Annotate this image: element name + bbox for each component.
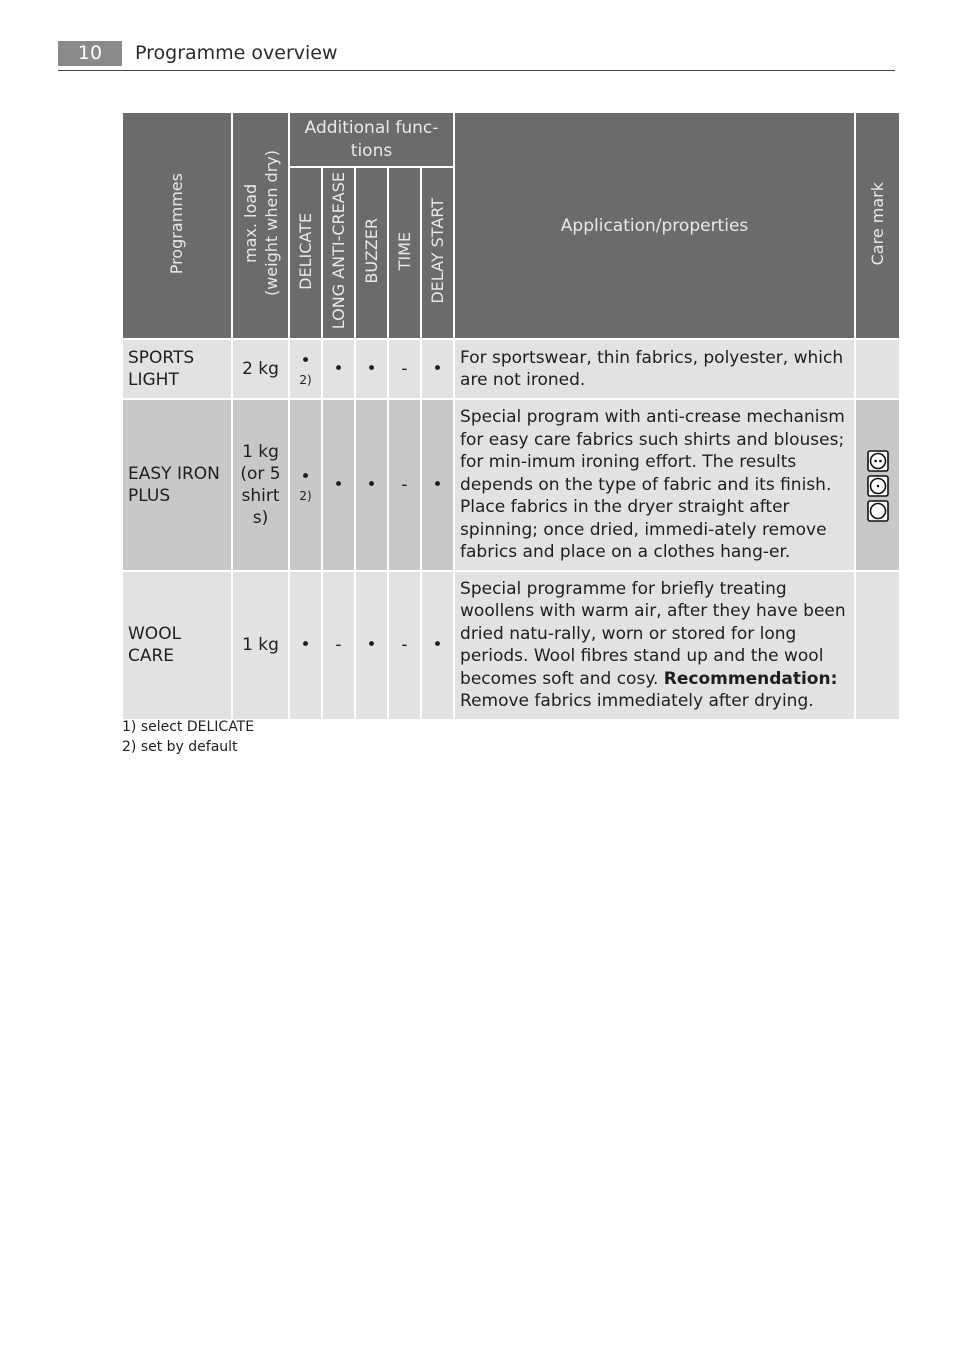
table-row-easy-iron-plus	[123, 400, 899, 570]
recommendation-text: Remove fabrics immediately after drying.	[460, 691, 814, 711]
col-header-buzzer	[356, 168, 387, 338]
tumble-dry-low-icon	[867, 475, 889, 497]
mark-delicate: •	[290, 572, 321, 719]
programme-name-line: LIGHT	[128, 370, 179, 390]
header-rule	[58, 70, 895, 71]
mark-long-anti-crease: •	[323, 340, 354, 398]
function-label-buzzer: BUZZER	[361, 218, 381, 284]
mark-symbol: •	[300, 466, 311, 487]
programme-name-line: EASY IRON	[128, 463, 220, 484]
page-number: 10	[58, 41, 122, 66]
mark-long-anti-crease: -	[323, 572, 354, 719]
programme-table	[121, 111, 901, 721]
function-label-delicate: DELICATE	[295, 212, 315, 290]
programme-name	[123, 400, 231, 570]
load-line: s)	[252, 507, 269, 528]
col-header-application	[455, 113, 854, 338]
mark-delicate	[290, 340, 321, 398]
max-load-value	[233, 400, 288, 570]
mark-time: -	[389, 340, 420, 398]
programme-name	[123, 340, 231, 398]
footnote-2: 2) set by default	[122, 739, 238, 755]
programme-name	[123, 572, 231, 719]
mark-delay-start: •	[422, 340, 453, 398]
footnote-ref: 2)	[299, 373, 312, 387]
max-load-line2: (weight when dry)	[261, 150, 281, 297]
mark-symbol: •	[300, 351, 311, 371]
care-mark-cell	[856, 572, 899, 719]
col-header-delicate	[290, 168, 321, 338]
mark-buzzer: •	[356, 572, 387, 719]
mark-buzzer: •	[356, 400, 387, 570]
page-title: Programme overview	[135, 42, 338, 64]
mark-delicate	[290, 400, 321, 570]
mark-delay-start: •	[422, 400, 453, 570]
col-header-care-mark	[856, 113, 899, 338]
function-label-delay-start: DELAY START	[427, 198, 447, 304]
mark-time: -	[389, 400, 420, 570]
col-header-additional-functions	[290, 113, 453, 166]
mark-time: -	[389, 572, 420, 719]
load-line: (or 5	[240, 463, 281, 484]
load-line: shirt	[241, 485, 280, 506]
col-header-time	[389, 168, 420, 338]
mark-buzzer: •	[356, 340, 387, 398]
max-load-line1: max. load	[240, 183, 260, 264]
tumble-dry-normal-icon	[867, 450, 889, 472]
footnote-ref: 2)	[299, 488, 312, 503]
header-row-1	[123, 113, 899, 166]
application-description: Special program with anti-crease mechanism for easy care fabrics such shirts and blouses; for min-imum ironing effort. The results depends on the type of fabric and its finish. Place fabrics in the dryer straight after spinning; once dried, immedi-ately remove fabrics and place on a clothes hang-er.	[455, 400, 854, 570]
max-load-value: 2 kg	[233, 340, 288, 398]
col-header-max-load-label	[240, 150, 282, 296]
tumble-dry-icon	[867, 500, 889, 522]
footnotes	[122, 717, 254, 757]
care-mark-cell	[856, 340, 899, 398]
description-text: Special programme for briefly treating woollens with warm air, after they have been dried natu-rally, worn or stored for long periods. Wool fibres stand up and the wool becomes soft and cosy.	[460, 578, 846, 689]
col-header-long-anti-crease	[323, 168, 354, 338]
programme-name-line: WOOL	[128, 624, 182, 644]
col-header-programmes-label: Programmes	[167, 172, 186, 275]
max-load-value: 1 kg	[233, 572, 288, 719]
load-line: 1 kg	[242, 441, 279, 462]
page-header	[58, 40, 895, 71]
col-header-max-load	[233, 113, 288, 338]
programme-name-line: CARE	[128, 646, 175, 666]
table-row-sports-light	[123, 340, 899, 398]
application-description: For sportswear, thin fabrics, polyester, which are not ironed.	[455, 340, 854, 398]
programme-name-line: PLUS	[128, 485, 171, 506]
function-label-time: TIME	[394, 231, 414, 271]
application-label: Application/properties	[560, 215, 749, 236]
mark-delay-start: •	[422, 572, 453, 719]
care-mark-label: Care mark	[867, 181, 887, 266]
additional-functions-label: Additional func-tions	[304, 117, 439, 161]
col-header-programmes	[123, 113, 231, 338]
recommendation-label: Recommendation:	[663, 668, 838, 689]
application-description	[455, 572, 854, 719]
function-label-long-anti-crease: LONG ANTI-CREASE	[328, 172, 348, 330]
programme-name-line: SPORTS	[128, 348, 195, 368]
col-header-delay-start	[422, 168, 453, 338]
table-row-wool-care	[123, 572, 899, 719]
mark-long-anti-crease: •	[323, 400, 354, 570]
footnote-1: 1) select DELICATE	[122, 719, 255, 735]
care-mark-cell	[856, 400, 899, 570]
